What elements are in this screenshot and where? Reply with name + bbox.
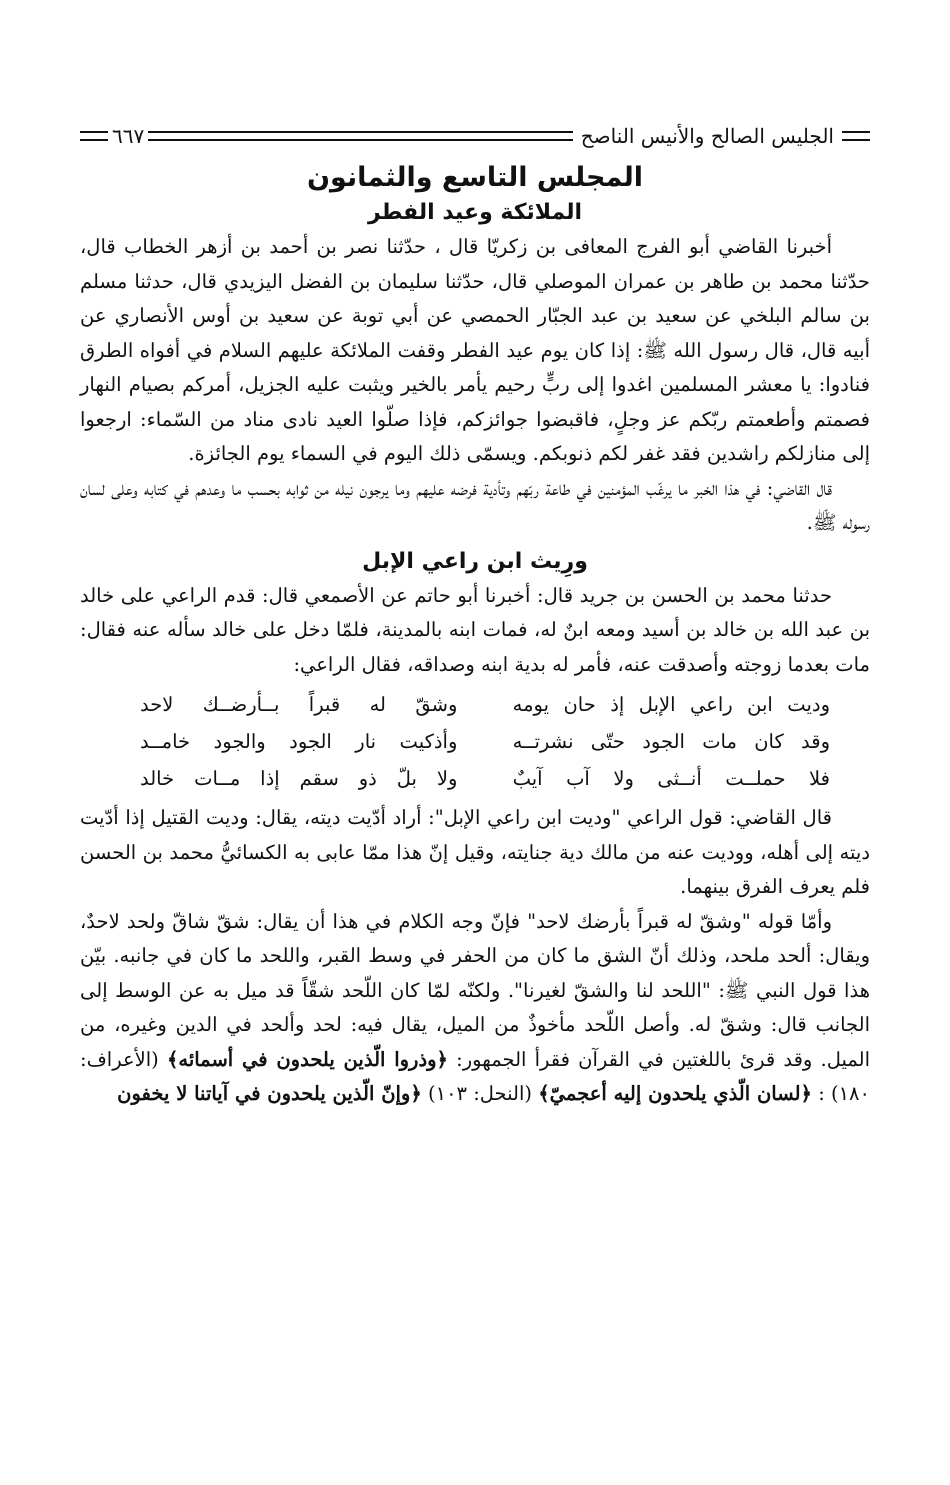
poem-verse <box>80 760 870 797</box>
hemistich-first: فلا حملــت أنــثى ولا آب آيبٌ <box>512 767 830 790</box>
quran-verse: ﴿وذروا الّذين يلحدون في أسمائه﴾ <box>166 1047 448 1071</box>
section-title-angels-eid: الملائكة وعيد الفطر <box>367 200 583 225</box>
quran-verse: ﴿وإنّ الّذين يلحدون في آياتنا لا يخفون <box>117 1082 422 1105</box>
header-ornament-left <box>80 131 108 141</box>
paragraph: قال القاضي: قول الراعي "وديت ابن راعي الإبل": أراد أدّيت ديته، يقال: وديت القتيل إذا أدّيت ديته إلى أهله، ووديت عنه من مالك دية جنايته، وقيل إنّ هذا ممّا عابى به الكسائيُّ محمد بن الحسن فلم يعرف الفرق بينهما. <box>80 806 870 898</box>
poem <box>80 686 870 797</box>
session-title: المجلس التاسع والثمانون <box>306 162 644 193</box>
running-header <box>80 118 870 154</box>
paragraph: أخبرنا القاضي أبو الفرج المعافى بن زكريّا قال ، حدّثنا نصر بن أحمد بن أزهر الخطاب قال، حدّثنا محمد بن طاهر بن عمران الموصلي قال، حدّثنا سليمان بن الفضل اليزيدي قال، حدثنا مسلم بن سالم البلخي عن سعيد بن عبد الجبّار الحمصي عن أبي توبة عن سعيد بن أوس الأنصاري عن أبيه قال، قال رسول الله ﷺ: إذا كان يوم عيد الفطر وقفت الملائكة عليهم السلام في أفواه الطرق فنادوا: يا معشر المسلمين اغدوا إلى ربٍّ رحيم يأمر بالخير ويثبت عليه الجزيل، أمركم بصيام النهار فصمتم وأطعمتم ربّكم عز وجلٍ، فاقبضوا جوائزكم، فإذا صلّوا العيد نادى مناد من السّماء: ارجعوا إلى منازلكم راشدين فقد غفر لكم ذنوبكم. ويسمّى ذلك اليوم في السماء يوم الجائزة. <box>80 235 870 465</box>
hemistich-first: وديت ابن راعي الإبل إذ حان يومه <box>512 693 830 716</box>
poem-verse <box>80 723 870 760</box>
hemistich-first: وقد كان مات الجود حتّى نشرتــه <box>512 730 830 753</box>
verse-reference: (النحل: ١٠٣) <box>427 1082 532 1105</box>
paragraph <box>80 905 870 1112</box>
header-rule <box>148 131 572 141</box>
page-number: ٦٦٧ <box>112 124 145 148</box>
hemistich-second: ولا بلّ ذو سقم إذا مــات خالد <box>140 767 458 790</box>
page <box>80 118 870 1112</box>
book-title: الجليس الصالح والأنيس الناصح <box>580 124 834 148</box>
hemistich-second: وأذكيت نار الجود والجود خامــد <box>140 730 458 753</box>
paragraph-text: وأمّا قوله "وشقّ له قبراً بأرضك لاحد" فإنّ وجه الكلام في هذا أن يقال: شقّ شاقّ ولحد لاحدٌ، ويقال: ألحد ملحد، وذلك أنّ الشق ما كان من الحفر في وسط القبر، واللحد ما كان في جانبه. بيّن هذا قول النبي ﷺ: "اللحد لنا والشقّ لغيرنا". ولكنّه لمّا كان اللّحد شقّاً قد ميل به عن الوسط إلى الجانب قال: وشقّ له. وأصل اللّحد مأخوذٌ من الميل، يقال فيه: لحد وألحد في الدين وغيره، من الميل. وقد قرئ باللغتين في القرآن فقرأ الجمهور: <box>80 909 870 1071</box>
paragraph: قال القاضي: في هذا الخبر ما يرغّب المؤمنين في طاعة ربّهم وتأدية فرضه عليهم وما يرجون نيله من ثوابه بحسب ما وعدهم في كتابه وعلى لسان رسوله ﷺ. <box>80 476 870 534</box>
section-title-rai-son: ورِيث ابن راعي الإبل <box>362 548 588 574</box>
header-ornament-right <box>842 131 870 141</box>
hemistich-second: وشقّ له قبراً بــأرضــك لاحد <box>140 693 458 716</box>
poem-verse <box>80 686 870 723</box>
quran-verse: ﴿لسان الّذي يلحدون إليه أعجميّ﴾ <box>538 1082 812 1105</box>
paragraph: حدثنا محمد بن الحسن بن جريد قال: أخبرنا أبو حاتم عن الأصمعي قال: قدم الراعي على خالد بن عبد الله بن خالد بن أسيد ومعه ابنٌ له، فمات ابنه بالمدينة، فلمّا دخل على خالد سأله عنه فقال: مات بعدما زوجته وأصدقت عنه، فأمر له بدية ابنه وصداقه، فقال الراعي: <box>80 583 870 676</box>
verse-reference: (الأعراف: ١٨٠) : <box>80 1047 870 1105</box>
